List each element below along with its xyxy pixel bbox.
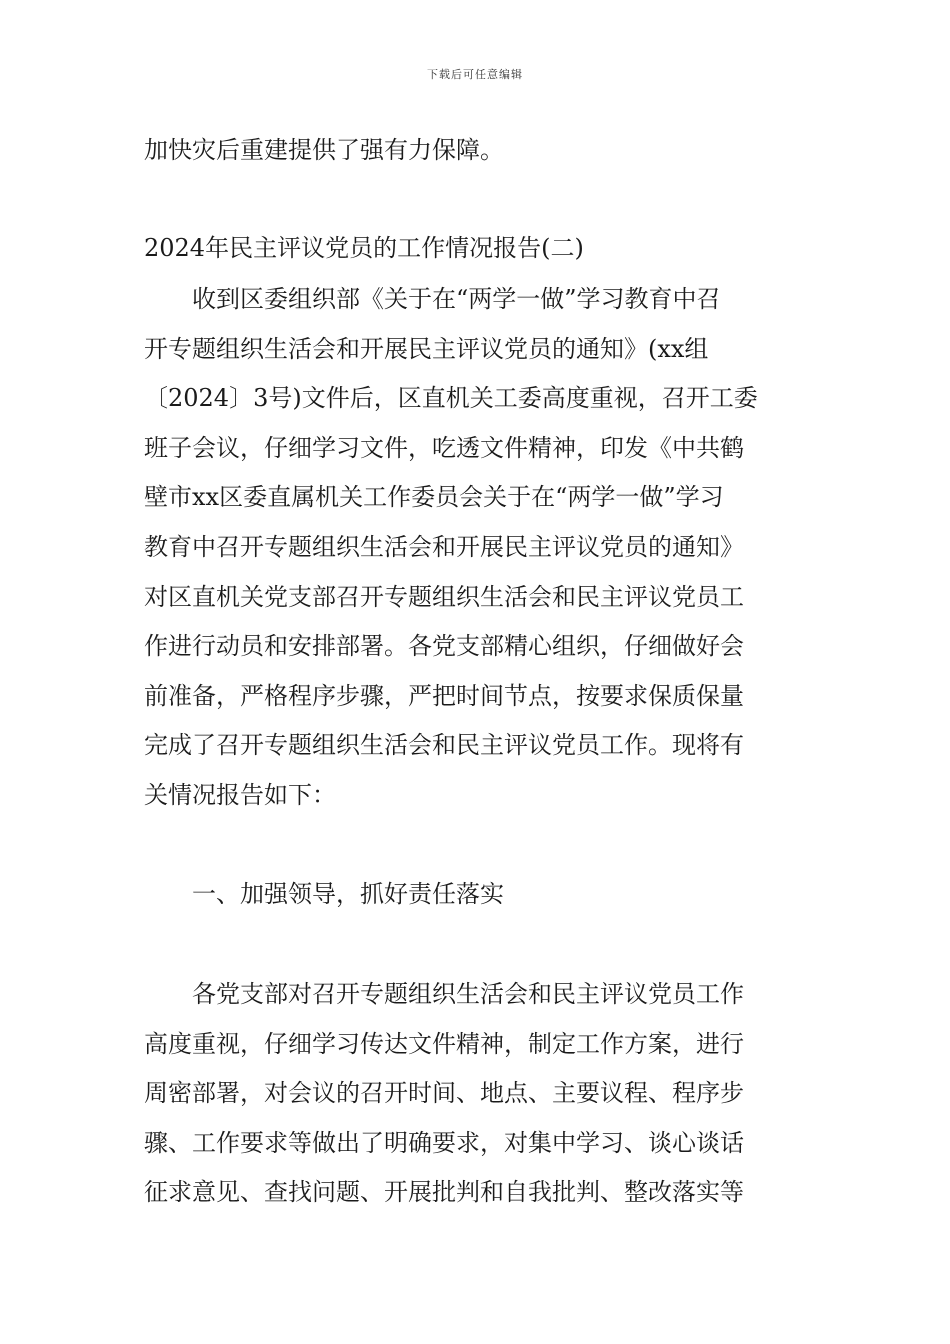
paragraph-line: 前准备，严格程序步骤，严把时间节点，按要求保质保量 [144,682,744,710]
section-heading: 一、加强领导，抓好责任落实 [192,880,504,908]
paragraph-line: 教育中召开专题组织生活会和开展民主评议党员的通知》 [144,533,744,561]
paragraph-line: 各党支部对召开专题组织生活会和民主评议党员工作 [192,980,744,1008]
paragraph-line: 周密部署，对会议的召开时间、地点、主要议程、程序步 [144,1079,744,1107]
paragraph-line: 加快灾后重建提供了强有力保障。 [144,136,504,164]
paragraph-line: 壁市xx区委直属机关工作委员会关于在“两学一做”学习 [144,483,724,511]
report-title: 2024年民主评议党员的工作情况报告(二) [144,234,584,262]
paragraph-line: 高度重视，仔细学习传达文件精神，制定工作方案，进行 [144,1030,744,1058]
paragraph-line: 征求意见、查找问题、开展批判和自我批判、整改落实等 [144,1178,744,1206]
paragraph-line: 收到区委组织部《关于在“两学一做”学习教育中召 [192,285,721,313]
paragraph-line: 〔2024〕3号)文件后，区直机关工委高度重视，召开工委 [144,384,758,412]
paragraph-line: 骤、工作要求等做出了明确要求，对集中学习、谈心谈话 [144,1129,744,1157]
page-header-note: 下载后可任意编辑 [427,68,523,81]
paragraph-line: 开专题组织生活会和开展民主评议党员的通知》(xx组 [144,335,709,363]
paragraph-line: 关情况报告如下： [144,781,336,809]
paragraph-line: 作进行动员和安排部署。各党支部精心组织，仔细做好会 [144,632,744,660]
paragraph-line: 对区直机关党支部召开专题组织生活会和民主评议党员工 [144,583,744,611]
paragraph-line: 完成了召开专题组织生活会和民主评议党员工作。现将有 [144,731,744,759]
paragraph-line: 班子会议，仔细学习文件，吃透文件精神，印发《中共鹤 [144,434,744,462]
